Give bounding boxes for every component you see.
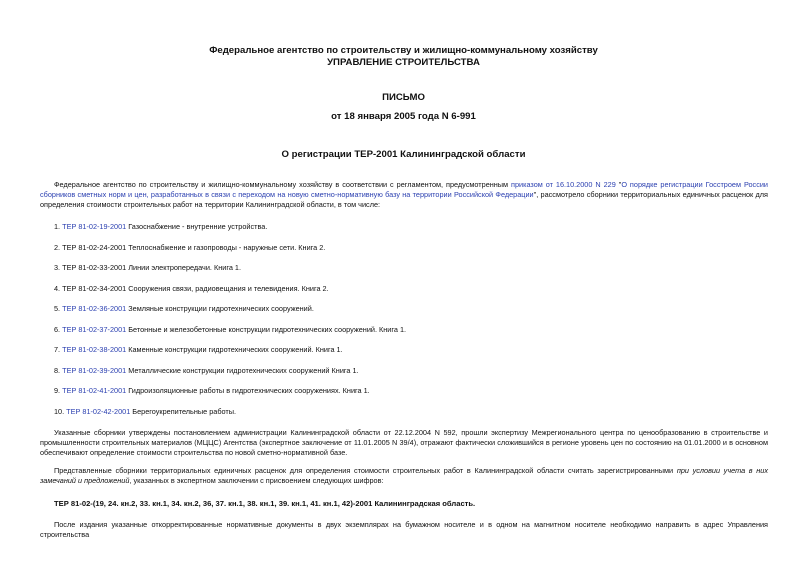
item-title: Каменные конструкции гидротехнических сооружений. Книга 1. [126,345,343,354]
list-item [54,284,329,294]
item-title: Земляные конструкции гидротехнических сооружений. [126,304,314,313]
item-title: Сооружения связи, радиовещания и телевидения. Книга 2. [126,284,329,293]
registration-condition: при условии учета в них замечаний и предложений [40,466,769,485]
registration-text-2: , указанных в экспертном заключении с присвоением следующих шифров: [129,476,384,485]
item-title: Линии электропередачи. Книга 1. [126,263,242,272]
intro-paragraph [40,180,768,210]
intro-text-2: " [615,180,622,189]
registration-paragraph [40,466,768,486]
item-code: ТЕР 81-02-33-2001 [62,263,127,272]
item-title: Бетонные и железобетонные конструкции гидротехнических сооружений. Книга 1. [126,325,407,334]
registration-text-1: Представленные сборники территориальных единичных расценок для определения стоимости строительных работ в Калининградской области считать зарегистрированными [54,466,677,475]
list-item [54,366,359,376]
list-item [54,263,241,273]
item-title: Гидроизоляционные работы в гидротехнических сооружениях. Книга 1. [126,386,370,395]
list-item [54,407,236,417]
item-number: 2. [54,243,63,252]
list-item [54,222,267,232]
registration-order-link[interactable]: О порядке регистрации Госстроем России сборников сметных норм и цен, разработанных в связи с переходом на новую сметно-нормативную базу на территории Российской Федерации [40,180,768,199]
item-number: 1. [54,222,63,231]
codes-line: ТЕР 81-02-(19, 24. кн.2, 33. кн.1, 34. кн.2, 36, 37. кн.1, 38. кн.1, 39. кн.1, 41. кн.1, 42)-2001 Калининградская область. [54,499,476,508]
item-code-link[interactable]: ТЕР 81-02-41-2001 [62,386,127,395]
intro-text-1: Федеральное агентство по строительству и жилищно-коммунальному хозяйству в соответствии с регламентом, предусмотренным [54,180,512,189]
item-number: 8. [54,366,63,375]
item-code-link[interactable]: ТЕР 81-02-38-2001 [62,345,127,354]
approval-paragraph: Указанные сборники утверждены постановлением администрации Калининградской области от 22.12.2004 N 592, прошли экспертизу Межрегионального центра по ценообразованию в строительстве и промышленности строительных материалов (МЦЦС) Агентства (экспертное заключение от 11.01.2005 N 39/4), отражают фактически сложившийся в регионе уровень цен по состоянию на 01.01.2000 и в основном обеспечивают определение стоимости строительства по новой сметно-нормативной базе. [40,428,768,457]
item-code-link[interactable]: ТЕР 81-02-39-2001 [62,366,127,375]
item-code: ТЕР 81-02-34-2001 [62,284,127,293]
item-number: 5. [54,304,63,313]
item-code-link[interactable]: ТЕР 81-02-19-2001 [62,222,127,231]
item-code: ТЕР 81-02-24-2001 [62,243,127,252]
list-item [54,304,314,314]
list-item [54,386,370,396]
letter-subject: О регистрации ТЕР-2001 Калининградской области [281,149,526,160]
item-title: Берегоукрепительные работы. [130,407,237,416]
item-number: 7. [54,345,63,354]
item-title: Газоснабжение - внутренние устройства. [126,222,268,231]
letter-type: ПИСЬМО [382,92,425,103]
item-code-link[interactable]: ТЕР 81-02-37-2001 [62,325,127,334]
order-229-link[interactable]: приказом от 16.10.2000 N 229 [511,180,616,189]
item-number: 6. [54,325,63,334]
letter-date-number: от 18 января 2005 года N 6-991 [331,111,476,122]
list-item [54,325,406,335]
list-item [54,345,343,355]
item-title: Металлические конструкции гидротехнических сооружений Книга 1. [126,366,359,375]
agency-name: Федеральное агентство по строительству и жилищно-коммунальному хозяйству [209,45,598,56]
item-number: 4. [54,284,63,293]
department-name: УПРАВЛЕНИЕ СТРОИТЕЛЬСТВА [327,57,480,68]
list-item [54,243,325,253]
closing-paragraph: После издания указанные откорректированные нормативные документы в двух экземплярах на бумажном носителе и в одном на магнитном носителе необходимо направить в адрес Управления строительства [40,520,768,539]
item-number: 9. [54,386,63,395]
item-code-link[interactable]: ТЕР 81-02-36-2001 [62,304,127,313]
item-code-link[interactable]: ТЕР 81-02-42-2001 [66,407,131,416]
intro-text-3: ", рассмотрело сборники территориальных единичных расценок для определения стоимости строительных работ на территории Калининградской области, в том числе: [40,190,769,209]
item-number: 3. [54,263,63,272]
item-title: Теплоснабжение и газопроводы - наружные сети. Книга 2. [126,243,326,252]
item-number: 10. [54,407,67,416]
